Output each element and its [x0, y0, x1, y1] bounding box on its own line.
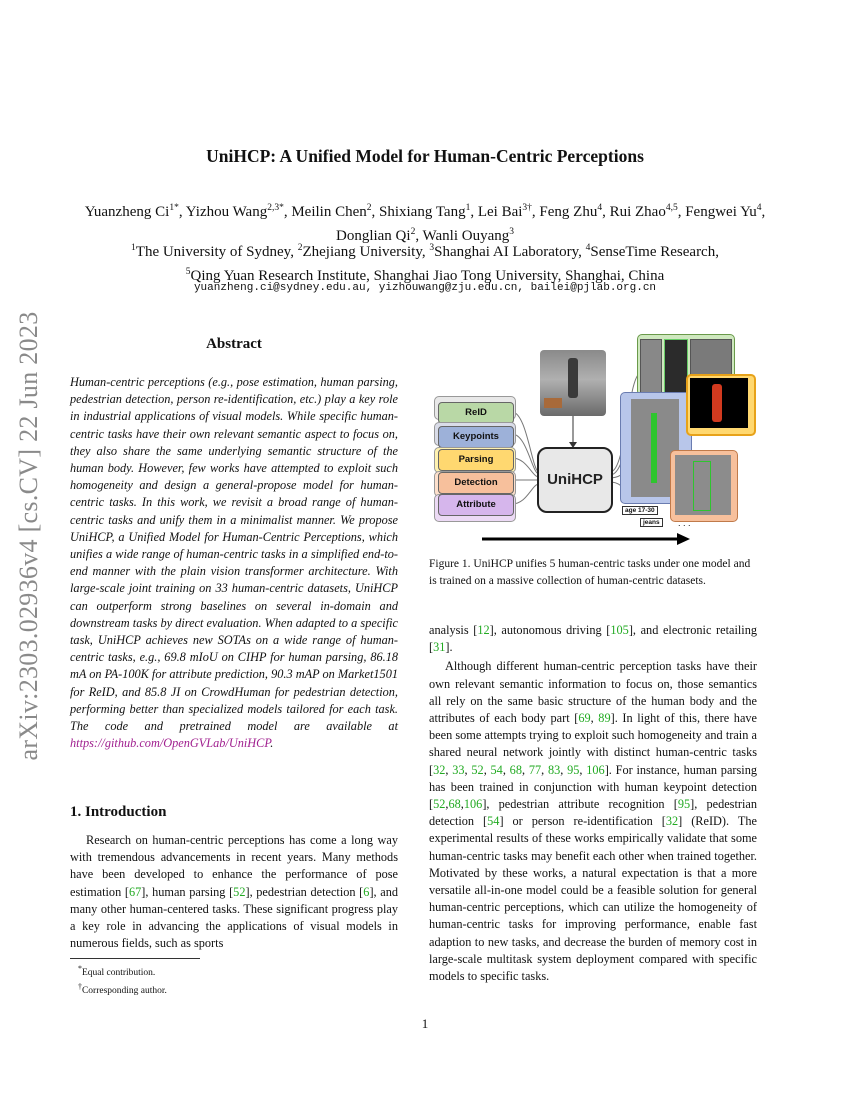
author-name: Donglian Qi [335, 228, 411, 244]
detection-output-stack [670, 450, 738, 522]
author-name: Yuanzheng Ci [84, 204, 170, 220]
parsing-output-stack [686, 374, 756, 436]
footnote-equal-text: Equal contribution. [81, 968, 156, 979]
connector-parsing [512, 458, 539, 477]
author-sup: 2 [410, 227, 416, 237]
author-emails: yuanzheng.ci@sydney.edu.au, yizhouwang@zju.edu.cn, bailei@pjlab.org.cn [193, 282, 657, 294]
affiliation-sup: 1 [131, 243, 136, 253]
body-text: ], and many other human-centered tasks. These significant progress play a key role in advancing the applications of visual models in numerous fields, such as sports [70, 884, 399, 951]
affiliation-sup: 4 [585, 243, 591, 253]
footnote-corresponding-text: Corresponding author. [81, 986, 167, 997]
author-sup: 2 [366, 203, 372, 213]
figure-1-caption: Figure 1. UniHCP unifies 5 human-centric tasks under one model and is trained on a massive collection of human-centric datasets. [429, 558, 751, 587]
citation-link[interactable]: 77 [528, 762, 542, 777]
author-sup: 4,5 [665, 203, 678, 213]
body-text: , [541, 762, 548, 777]
author-sup: 1* [169, 203, 179, 213]
body-text: , [445, 797, 449, 812]
connector-reid [512, 412, 539, 472]
affiliation-name: Zhejiang University [302, 244, 422, 260]
right-p1 [429, 658, 757, 985]
citation-link[interactable]: 105 [610, 623, 629, 637]
body-text: , [579, 762, 587, 777]
body-text: ] or person re-identification [ [499, 814, 666, 829]
paper-title: UniHCP: A Unified Model for Human-Centric Perceptions [206, 146, 644, 166]
author-name: Shixiang Tang [379, 204, 466, 220]
body-text: Although different human-centric perception tasks have their own relevant semantic information to focus on, those semantics all rely on the same basic structure of the human body and the attributes of each body part [ [429, 659, 757, 726]
code-link[interactable]: https://github.com/OpenGVLab/UniHCP [70, 736, 271, 751]
citation-link[interactable]: 31 [433, 640, 446, 655]
body-text: ]. In light of this, there have been some attempts trying to exploit such homogeneity and train a shared neural network jointly with distinct human-centric tasks [ [429, 711, 758, 777]
citation-link[interactable]: 33 [452, 762, 465, 777]
arxiv-sidebar [12, 296, 46, 776]
right-column-text [429, 622, 757, 985]
affiliation-sup: 2 [297, 243, 303, 253]
citation-link[interactable]: 106 [463, 797, 483, 812]
input-person-photo [540, 350, 606, 416]
body-text: Research on human-centric perceptions has come a long way with tremendous advancements in recent years. Many methods have been developed to enhance the performance of pose estimation [ [70, 833, 398, 899]
author-sup: 3† [522, 203, 532, 213]
affiliation-sup: 3 [429, 243, 435, 253]
citation-link[interactable]: 95 [677, 797, 691, 812]
author-sup: 1 [465, 203, 471, 213]
connector-keypoints [512, 434, 539, 474]
affiliation-list: $^1$The University of Sydney, $^2$Zhejiang University, $^3$Shanghai AI Laboratory, $^4$SenseTime Research, $^5$Qing Yuan Research Institute, Shanghai Jiao Tong University, Shanghai, China [131, 243, 719, 284]
citation-link[interactable]: 54 [487, 814, 500, 829]
citation-link[interactable]: 32 [433, 762, 446, 777]
author-name: Lei Bai [477, 204, 523, 220]
affiliation-name: The University of Sydney [135, 244, 291, 260]
citation-link[interactable]: 83 [547, 762, 561, 777]
citation-link[interactable]: 68 [448, 797, 461, 812]
footnote-corresponding: †Corresponding author. [78, 982, 167, 997]
right-p0 [429, 622, 757, 656]
task-keypoints: Keypoints [438, 426, 514, 448]
author-name: Feng Zhu [539, 204, 598, 220]
task-reid: ReID [438, 402, 514, 424]
author-sup: 3 [509, 227, 514, 237]
author-name: Wanli Ouyang [422, 228, 510, 244]
affiliation-name: Qing Yuan Research Institute, Shanghai Jiao Tong University, Shanghai, China [190, 268, 665, 284]
body-text: ] (ReID). The experimental results of these works empirically validate that some human-centric tasks may benefit each other when trained together. Motivated by these works, a natural expectation is that a more versatile all-in-one model could be a feasible solution for general human-centric perceptions, which can utilize the homogeneity of human-centric tasks for improving performance, enable fast adaption to new tasks, and decrease the burden of memory cost in large-scale multitask system deployment compared with specific models to specific tasks. [429, 814, 757, 984]
citation-link[interactable]: 6 [363, 884, 370, 899]
author-name: Rui Zhao [609, 204, 666, 220]
body-text: ], pedestrian attribute recognition [ [482, 797, 678, 812]
abstract-heading: Abstract [206, 336, 262, 352]
body-text: , [460, 797, 464, 812]
abstract-body [70, 374, 398, 752]
author-name: Fengwei Yu [685, 204, 757, 220]
footnotes [70, 962, 398, 998]
citation-link[interactable]: 54 [490, 762, 503, 777]
citation-link[interactable]: 52 [471, 762, 484, 777]
affiliation-sup: 5 [185, 267, 191, 277]
task-parsing: Parsing [438, 449, 514, 471]
body-text: ]. For instance, human parsing has been trained in conjunction with human keypoint detection [ [429, 762, 758, 812]
body-text: ], and electronic retailing [ [429, 623, 758, 655]
citation-link[interactable]: 32 [665, 814, 679, 829]
body-text: , [560, 762, 568, 777]
figure-ellipsis: . . . [678, 518, 691, 528]
citation-link[interactable]: 12 [477, 623, 490, 637]
author-name: Meilin Chen [291, 204, 367, 220]
citation-link[interactable]: 95 [567, 762, 580, 777]
task-detection: Detection [438, 472, 514, 494]
body-text: analysis [ [429, 623, 478, 637]
citation-link[interactable]: 69 [578, 711, 591, 726]
intro-p1 [70, 832, 398, 952]
citation-link[interactable]: 106 [586, 762, 605, 777]
intro-heading: 1. Introduction [70, 804, 167, 820]
body-text: ], autonomous driving [ [489, 623, 611, 637]
footnote-equal: *Equal contribution. [78, 964, 156, 979]
affiliation-name: Shanghai AI Laboratory [434, 244, 579, 260]
body-text: ], human parsing [ [141, 884, 234, 899]
citation-link[interactable]: 68 [509, 762, 522, 777]
author-sup: 4 [597, 203, 603, 213]
bottom-arrowhead [677, 533, 690, 545]
author-sup: 2,3* [267, 203, 284, 213]
connector-attribute [512, 484, 539, 504]
body-text: , [502, 762, 510, 777]
citation-link[interactable]: 89 [598, 711, 611, 726]
affiliation-name: SenseTime Research [590, 244, 716, 260]
body-text: , [521, 762, 529, 777]
attr-label-jeans: jeans [640, 518, 663, 527]
body-text: , [445, 762, 453, 777]
body-text: , [464, 762, 472, 777]
author-list: Yuanzheng $Ci^{1*}$, Yizhou Wang$^{2,3*}$, Meilin Chen$^2$, Shixiang Tang$^1$, Lei Bai$^{3\dagger}$, Feng Zhu$^4$, Rui Zhao$^{4,5}$, Fengwei Yu$^4$, Donglian Qi$^2$, Wanli Ouyang$^3$ [84, 203, 766, 244]
unihcp-model-box: UniHCP [537, 447, 613, 513]
citation-link[interactable]: 52 [233, 884, 246, 899]
author-name: Yizhou Wang [185, 204, 268, 220]
intro-paragraph-1 [70, 832, 398, 952]
arxiv-id: arXiv:2303.02936v4 [cs.CV] 22 Jun 2023 [14, 311, 43, 761]
task-attribute: Attribute [438, 494, 514, 516]
abstract-text: Human-centric perceptions (e.g., pose estimation, human parsing, pedestrian detection, person re-identification, etc.) play a key role in industrial applications of visual models. While specific human-centric tasks have their own relevant semantic aspect to focus on, they also share the same underlying semantic structure of the human body. However, few works have attempted to exploit such homogeneity and design a general-propose model for human-centric tasks. In this work, we revisit a broad range of human-centric tasks and unify them in a minimalist manner. We propose UniHCP, a Unified Model for Human-Centric Perceptions, which unifies a wide range of human-centric tasks in a simplified end-to-end manner with the plain vision transformer architecture. With large-scale joint training on 33 human-centric datasets, UniHCP can outperform strong baselines on several in-domain and downstream tasks by direct evaluation. When adapted to a specific task, UniHCP achieves new SOTAs on a wide range of human-centric tasks, e.g., 69.8 mIoU on CIHP for human parsing, 86.18 mA on PA-100K for attribute prediction, 90.3 mAP on Market1501 for ReID, and 85.8 JI on CrowdHuman for pedestrian detection, performing better than specialized models tailored for each task. The code and pretrained model are available at [70, 375, 398, 734]
citation-link[interactable]: 67 [128, 884, 142, 899]
body-text: , [483, 762, 491, 777]
page-number: 1 [421, 1016, 429, 1031]
attr-label-age: age 17-30 [622, 506, 658, 515]
body-text: ], pedestrian detection [ [245, 884, 364, 899]
footnote-rule [70, 958, 200, 959]
author-sup: 4 [756, 203, 762, 213]
abstract-end: . [270, 736, 274, 751]
figure-1 [432, 332, 762, 550]
body-text: ]. [445, 640, 453, 655]
citation-link[interactable]: 52 [433, 797, 446, 812]
body-text: , [590, 711, 599, 726]
body-text: ], pedestrian detection [ [429, 797, 757, 829]
